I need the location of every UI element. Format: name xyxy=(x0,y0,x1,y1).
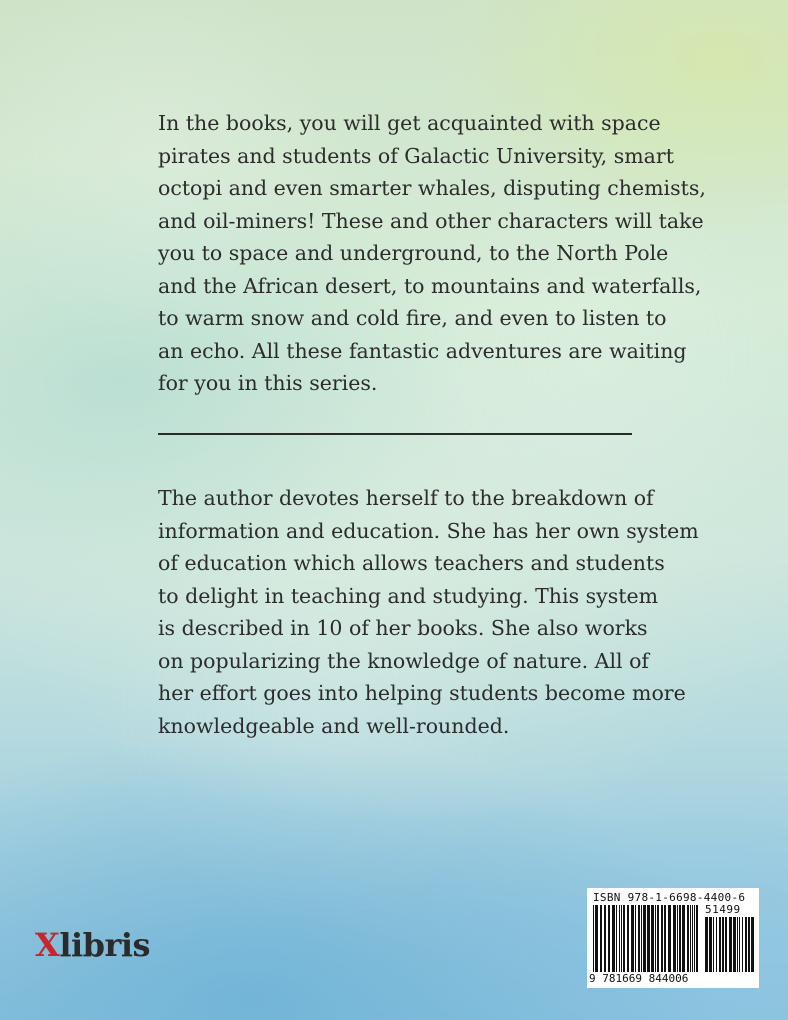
barcode-bar xyxy=(742,917,743,972)
barcode-bar xyxy=(604,905,606,972)
barcode-bar xyxy=(612,905,615,972)
barcode-bar xyxy=(655,905,656,972)
barcode-bar xyxy=(638,905,640,972)
barcode-bar xyxy=(647,905,650,972)
barcode-bar xyxy=(682,905,685,972)
barcode-bar xyxy=(631,905,634,972)
barcode-bar xyxy=(668,905,671,972)
text-line: In the books, you will get acquainted with space xyxy=(158,111,661,135)
barcode-bar xyxy=(729,917,732,972)
description-paragraph xyxy=(158,107,706,400)
barcode-bar xyxy=(673,905,676,972)
text-line: on popularizing the knowledge of nature. All of xyxy=(158,648,650,673)
barcode-bar xyxy=(722,917,724,972)
barcode-bar xyxy=(687,905,689,972)
barcode-bar xyxy=(657,905,659,972)
barcode-bar xyxy=(737,917,738,972)
text-line: to warm snow and cold fire, and even to listen to xyxy=(158,306,667,330)
barcode-bar xyxy=(623,905,625,972)
text-line: and the African desert, to mountains and waterfalls, xyxy=(158,273,702,298)
text-line: of education which allows teachers and students xyxy=(158,551,665,575)
text-line: for you in this series. xyxy=(158,371,378,395)
barcode-bars-main xyxy=(593,905,701,972)
text-line: to delight in teaching and studying. This system xyxy=(158,583,659,608)
barcode-bar xyxy=(643,905,646,972)
divider-line xyxy=(158,433,632,435)
barcode-bar xyxy=(716,917,717,972)
barcode-bar xyxy=(641,905,642,972)
barcode-bar xyxy=(709,917,712,972)
barcode-bar xyxy=(725,917,727,972)
barcode-bar xyxy=(593,905,594,972)
barcode-bar xyxy=(635,905,636,972)
text-line: you to space and underground, to the North Pole xyxy=(158,241,669,265)
barcode-bar xyxy=(739,917,740,972)
barcode-bar xyxy=(713,917,714,972)
logo-letter-x: X xyxy=(35,926,60,964)
barcode-bar xyxy=(696,905,698,972)
barcode-addon-number: 51499 xyxy=(705,903,741,916)
text-line: is described in 10 of her books. She also works xyxy=(158,616,648,640)
barcode-bar xyxy=(705,917,708,972)
text-line: pirates and students of Galactic University, smart xyxy=(158,143,674,168)
barcode-bar xyxy=(627,905,629,972)
barcode-bar xyxy=(751,917,754,972)
text-line: octopi and even smarter whales, disputing chemists, xyxy=(158,176,706,200)
text-line: and oil-miners! These and other characters will take xyxy=(158,208,704,233)
barcode-bar xyxy=(608,905,610,972)
barcode-bar xyxy=(619,905,620,972)
text-line: information and education. She has her own system xyxy=(158,518,699,543)
barcode-bar xyxy=(661,905,663,972)
barcode-bar xyxy=(664,905,666,972)
text-line: The author devotes herself to the breakdown of xyxy=(158,486,654,510)
barcode-bar xyxy=(719,917,721,972)
barcode-bar xyxy=(651,905,654,972)
barcode-bar xyxy=(690,905,691,972)
logo-wordmark: libris xyxy=(59,926,151,964)
barcode-bars-addon xyxy=(705,917,755,972)
barcode-digits: 9 781669 844006 xyxy=(589,972,689,985)
barcode-bar xyxy=(679,905,681,972)
barcode-bar xyxy=(745,917,747,972)
author-bio-paragraph xyxy=(158,482,699,742)
barcode-bar xyxy=(621,905,622,972)
publisher-logo xyxy=(35,926,150,964)
barcode-bar xyxy=(748,917,750,972)
text-line: knowledgeable and well-rounded. xyxy=(158,713,510,738)
barcode-bar xyxy=(692,905,693,972)
isbn-label: ISBN 978-1-6698-4400-6 xyxy=(593,891,746,904)
text-line: an echo. All these fantastic adventures are waiting xyxy=(158,338,687,363)
barcode-bar xyxy=(600,905,602,972)
barcode-bar xyxy=(677,905,678,972)
isbn-barcode xyxy=(587,888,759,988)
barcode-bar xyxy=(733,917,736,972)
barcode-bar xyxy=(694,905,695,972)
barcode-bar xyxy=(595,905,598,972)
text-line: her effort goes into helping students become more xyxy=(158,681,686,705)
barcode-bar xyxy=(616,905,617,972)
